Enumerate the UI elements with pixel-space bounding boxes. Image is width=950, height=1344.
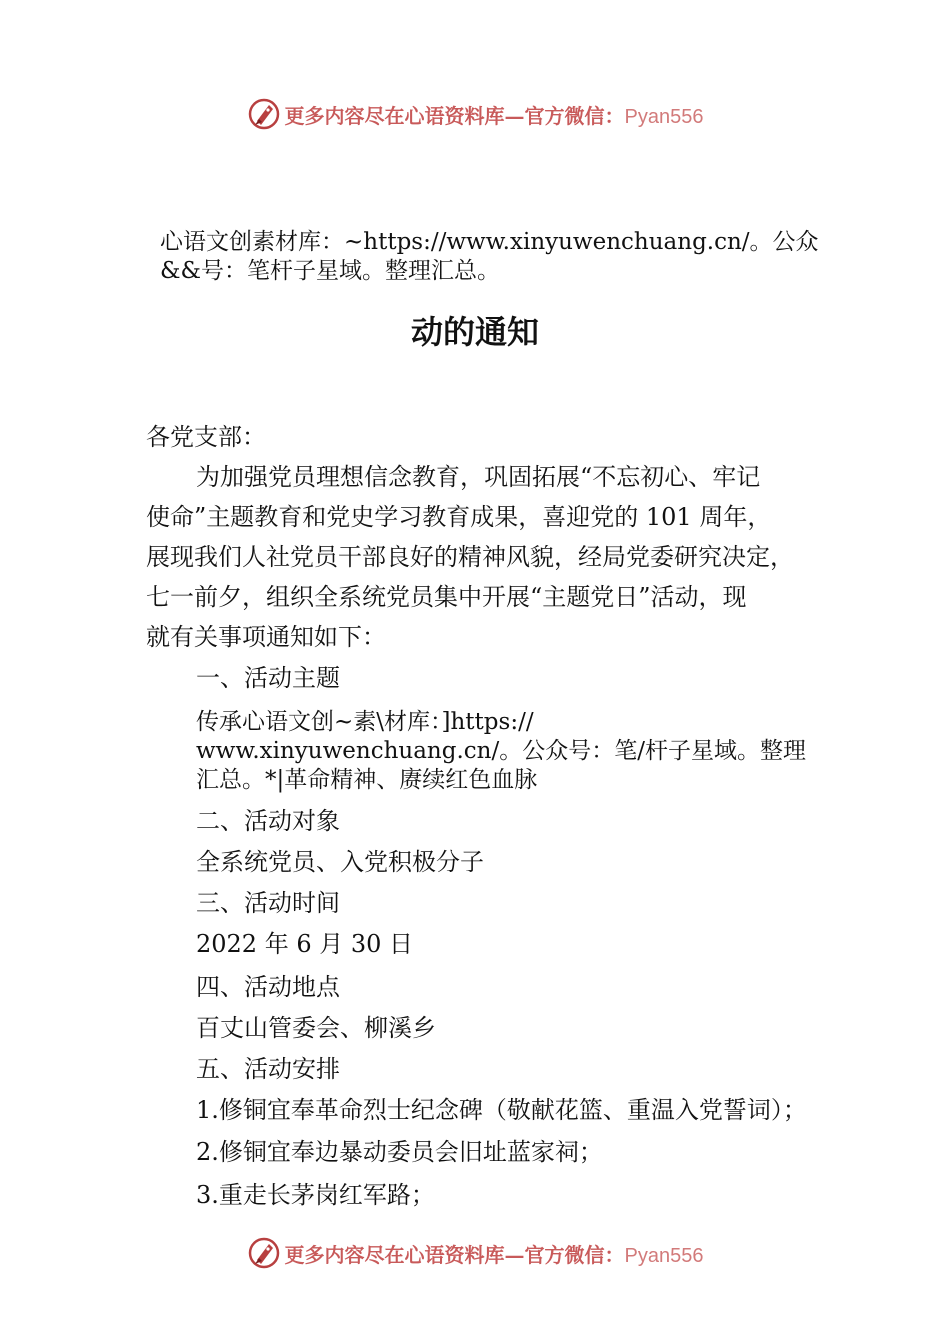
schedule-item-2: 2.修铜宜奉边暴动委员会旧址蓝家祠； <box>196 1138 603 1166</box>
intro-line-1: 为加强党员理想信念教育，巩固拓展“不忘初心、牢记 <box>196 463 761 491</box>
intro-line-3: 展现我们人社党员干部良好的精神风貌，经局党委研究决定， <box>146 543 794 571</box>
section-heading-time: 三、活动时间 <box>196 889 340 917</box>
theme-line-1: 传承心语文创~素\材库：]https:// <box>196 709 534 735</box>
theme-line-3: 汇总。*|革命精神、赓续红色血脉 <box>196 767 538 793</box>
source-line-2: &&号：笔杆子星域。整理汇总。 <box>160 258 500 284</box>
section-heading-theme: 一、活动主题 <box>196 664 340 692</box>
banner-wechat-id: Pyan556 <box>624 1244 704 1267</box>
schedule-item-3: 3.重走长茅岗红军路； <box>196 1181 435 1209</box>
intro-line-2: 使命”主题教育和党史学习教育成果，喜迎党的 101 周年， <box>146 503 772 531</box>
section-heading-participants: 二、活动对象 <box>196 807 340 835</box>
theme-line-2: www.xinyuwenchuang.cn/。公众号：笔/杆子星域。整理 <box>196 738 806 764</box>
banner-wechat-id: Pyan556 <box>624 105 704 128</box>
footer-banner <box>0 1233 950 1273</box>
banner-text <box>285 1239 704 1268</box>
location-text: 百丈山管委会、柳溪乡 <box>196 1014 436 1042</box>
section-heading-location: 四、活动地点 <box>196 973 340 1001</box>
banner-label: 更多内容尽在心语资料库—官方微信： <box>284 1242 625 1267</box>
pen-nib-logo-icon <box>247 1236 281 1270</box>
section-heading-schedule: 五、活动安排 <box>196 1055 340 1083</box>
intro-line-4: 七一前夕，组织全系统党员集中开展“主题党日”活动，现 <box>146 583 747 611</box>
salutation: 各党支部： <box>146 423 266 451</box>
source-line-1: 心语文创素材库：~https://www.xinyuwenchuang.cn/。公众 <box>160 229 819 255</box>
banner-label: 更多内容尽在心语资料库—官方微信： <box>284 103 625 128</box>
schedule-item-1: 1.修铜宜奉革命烈士纪念碑（敬献花篮、重温入党誓词）； <box>196 1096 807 1124</box>
document-title: 动的通知 <box>410 313 539 351</box>
intro-line-5: 就有关事项通知如下： <box>146 623 386 651</box>
participants-text: 全系统党员、入党积极分子 <box>196 848 484 876</box>
time-text: 2022 年 6 月 30 日 <box>196 930 414 958</box>
